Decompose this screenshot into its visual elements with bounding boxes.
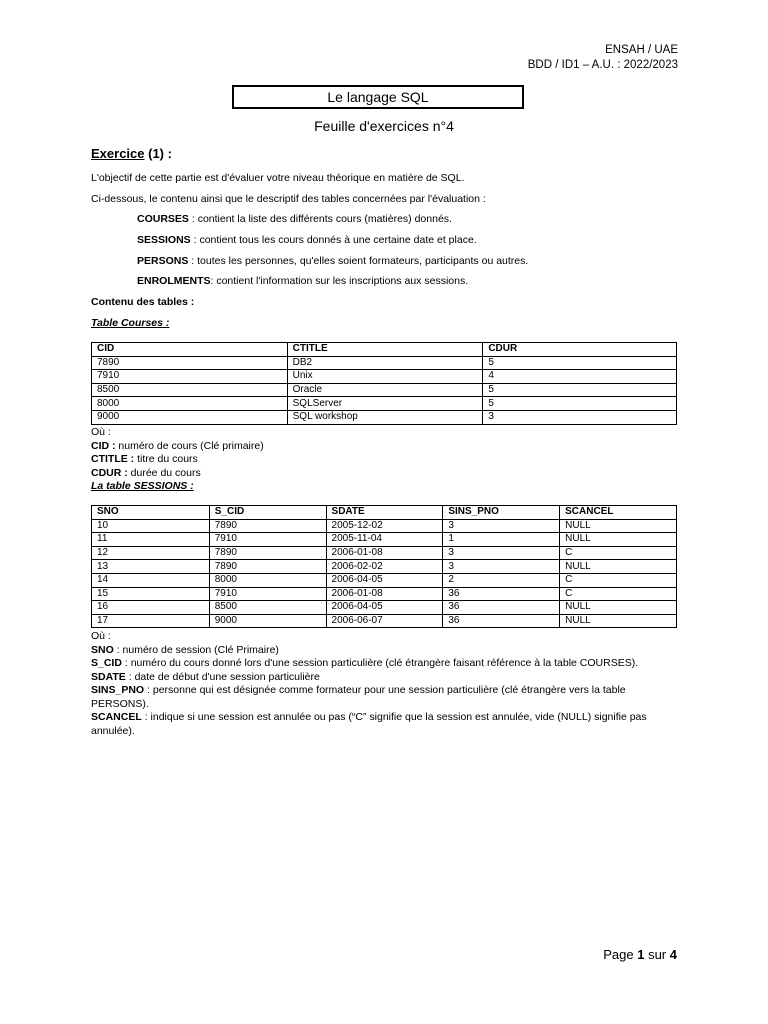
legend-text: PERSONS). bbox=[91, 697, 149, 710]
table-cell: 14 bbox=[92, 573, 210, 587]
table-cell: 7890 bbox=[209, 519, 326, 533]
table-cell: 7910 bbox=[92, 370, 288, 384]
table-cell: 2006-04-05 bbox=[326, 573, 443, 587]
table-cell: 2006-02-02 bbox=[326, 560, 443, 574]
table-cell: NULL bbox=[560, 560, 677, 574]
column-header: SDATE bbox=[326, 506, 443, 520]
table-row bbox=[92, 601, 677, 615]
table-cell: 2 bbox=[443, 573, 560, 587]
table-cell: 9000 bbox=[92, 410, 288, 424]
header-course-year: BDD / ID1 – A.U. : 2022/2023 bbox=[527, 59, 678, 71]
table-desc-name: PERSONS bbox=[137, 255, 189, 267]
legend-item bbox=[91, 684, 647, 698]
table-cell: 11 bbox=[92, 533, 210, 547]
page-current: 1 bbox=[637, 947, 645, 962]
table-cell: 5 bbox=[483, 356, 677, 370]
courses-header-row bbox=[92, 343, 677, 357]
column-header: SNO bbox=[92, 506, 210, 520]
sessions-header-row bbox=[92, 506, 677, 520]
table-cell: 8500 bbox=[209, 601, 326, 615]
table-cell: 7910 bbox=[209, 533, 326, 547]
column-header: CDUR bbox=[483, 343, 677, 357]
table-cell: 2005-12-02 bbox=[326, 519, 443, 533]
table-cell: 12 bbox=[92, 546, 210, 560]
table-cell: 2006-06-07 bbox=[326, 614, 443, 628]
legend-term: SCANCEL bbox=[91, 711, 142, 723]
table-desc-name: ENROLMENTS bbox=[137, 275, 211, 287]
table-cell: C bbox=[560, 573, 677, 587]
document-title: Le langage SQL bbox=[232, 85, 524, 109]
table-row bbox=[92, 397, 677, 411]
table-row bbox=[92, 370, 677, 384]
legend-term: CID : bbox=[91, 439, 116, 452]
table-cell: NULL bbox=[560, 601, 677, 615]
table-desc-text: : contient l'information sur les inscriptions aux sessions. bbox=[210, 275, 469, 287]
table-cell: 3 bbox=[443, 546, 560, 560]
page-total: 4 bbox=[669, 947, 677, 962]
legend-item bbox=[91, 725, 647, 739]
table-cell: 3 bbox=[443, 519, 560, 533]
table-row bbox=[92, 383, 677, 397]
legend-term: SDATE bbox=[91, 670, 126, 683]
legend-text: : date de début d'une session particulière bbox=[125, 670, 320, 683]
legend-term: SINS_PNO bbox=[91, 684, 145, 696]
intro-paragraph-1: L'objectif de cette partie est d'évaluer votre niveau théorique en matière de SQL. bbox=[91, 172, 465, 184]
table-cell: 8500 bbox=[92, 383, 288, 397]
table-cell: 7910 bbox=[209, 587, 326, 601]
table-cell: 16 bbox=[92, 601, 210, 615]
page-sur: sur bbox=[644, 947, 670, 962]
legend-term: S_CID bbox=[91, 657, 122, 669]
table-desc-persons bbox=[137, 255, 528, 267]
table-cell: 15 bbox=[92, 587, 210, 601]
table-cell: 7890 bbox=[209, 546, 326, 560]
table-desc-sessions bbox=[137, 234, 477, 246]
legend-item bbox=[91, 644, 647, 658]
legend-term: SNO bbox=[91, 643, 114, 656]
table-desc-enrolments bbox=[137, 275, 468, 287]
table-row bbox=[92, 546, 677, 560]
table-cell: 2006-01-08 bbox=[326, 587, 443, 601]
table-row bbox=[92, 533, 677, 547]
legend-text: titre du cours bbox=[134, 453, 198, 465]
table-cell: 3 bbox=[483, 410, 677, 424]
legend-text: durée du cours bbox=[127, 466, 201, 479]
table-cell: C bbox=[560, 546, 677, 560]
table-cell: C bbox=[560, 587, 677, 601]
column-header: S_CID bbox=[209, 506, 326, 520]
table-cell: NULL bbox=[560, 533, 677, 547]
column-header: CID bbox=[92, 343, 288, 357]
table-row bbox=[92, 573, 677, 587]
exercise-heading bbox=[91, 146, 172, 161]
table-cell: 5 bbox=[483, 383, 677, 397]
table-cell: SQLServer bbox=[287, 397, 483, 411]
table-cell: 8000 bbox=[92, 397, 288, 411]
table-desc-name: SESSIONS bbox=[137, 234, 191, 246]
table-desc-text: : toutes les personnes, qu'elles soient formateurs, participants ou autres. bbox=[188, 255, 529, 267]
table-row bbox=[92, 519, 677, 533]
legend-text: : numéro de session (Clé Primaire) bbox=[113, 643, 279, 656]
table-cell: 36 bbox=[443, 601, 560, 615]
table-cell: 5 bbox=[483, 397, 677, 411]
exercise-label: Exercice bbox=[91, 146, 145, 161]
table-row bbox=[92, 560, 677, 574]
courses-table-caption: Table Courses : bbox=[91, 317, 170, 329]
table-cell: 2006-01-08 bbox=[326, 546, 443, 560]
sessions-table-caption: La table SESSIONS : bbox=[91, 480, 194, 492]
legend-text: annulée). bbox=[91, 724, 135, 737]
table-row bbox=[92, 410, 677, 424]
contenu-label: Contenu des tables : bbox=[91, 296, 195, 308]
table-cell: 17 bbox=[92, 614, 210, 628]
table-cell: 2006-04-05 bbox=[326, 601, 443, 615]
column-header: CTITLE bbox=[287, 343, 483, 357]
table-cell: 13 bbox=[92, 560, 210, 574]
courses-table bbox=[91, 342, 677, 425]
table-row bbox=[92, 356, 677, 370]
legend-item bbox=[91, 698, 647, 712]
page-footer bbox=[603, 947, 677, 962]
legend-item bbox=[91, 440, 264, 454]
table-desc-courses bbox=[137, 213, 452, 225]
exercise-number: (1) : bbox=[144, 146, 172, 161]
legend-ou: Où : bbox=[91, 426, 111, 438]
legend-ou: Où : bbox=[91, 630, 111, 642]
table-row bbox=[92, 614, 677, 628]
intro-paragraph-2: Ci-dessous, le contenu ainsi que le descriptif des tables concernées par l'évaluation : bbox=[91, 193, 486, 205]
table-cell: Unix bbox=[287, 370, 483, 384]
sessions-table bbox=[91, 505, 677, 628]
legend-item bbox=[91, 671, 647, 685]
table-cell: 36 bbox=[443, 614, 560, 628]
table-desc-name: COURSES bbox=[137, 213, 189, 225]
table-cell: 3 bbox=[443, 560, 560, 574]
sessions-legend bbox=[91, 630, 647, 738]
table-cell: 4 bbox=[483, 370, 677, 384]
table-cell: 7890 bbox=[92, 356, 288, 370]
table-cell: DB2 bbox=[287, 356, 483, 370]
table-cell: NULL bbox=[560, 519, 677, 533]
table-cell: SQL workshop bbox=[287, 410, 483, 424]
table-cell: 7890 bbox=[209, 560, 326, 574]
table-cell: 36 bbox=[443, 587, 560, 601]
header-institution: ENSAH / UAE bbox=[605, 44, 678, 56]
legend-term: CTITLE : bbox=[91, 453, 135, 465]
legend-item bbox=[91, 467, 264, 481]
table-cell: Oracle bbox=[287, 383, 483, 397]
table-desc-text: : contient tous les cours donnés à une certaine date et place. bbox=[190, 234, 477, 246]
legend-text: : personne qui est désignée comme formateur pour une session particulière (clé étrangère vers la table bbox=[144, 684, 626, 696]
legend-item bbox=[91, 453, 264, 467]
legend-text: numéro de cours (Clé primaire) bbox=[115, 439, 264, 452]
legend-term: CDUR : bbox=[91, 466, 128, 479]
table-cell: 10 bbox=[92, 519, 210, 533]
table-cell: 2005-11-04 bbox=[326, 533, 443, 547]
table-desc-text: : contient la liste des différents cours (matières) donnés. bbox=[188, 213, 452, 225]
table-cell: 1 bbox=[443, 533, 560, 547]
table-cell: 9000 bbox=[209, 614, 326, 628]
legend-item bbox=[91, 711, 647, 725]
document-subtitle: Feuille d'exercices n°4 bbox=[314, 118, 454, 134]
legend-text: : numéro du cours donné lors d'une session particulière (clé étrangère faisant référence à la table COURSES). bbox=[121, 657, 639, 669]
courses-legend bbox=[91, 426, 264, 480]
column-header: SCANCEL bbox=[560, 506, 677, 520]
legend-text: : indique si une session est annulée ou pas (“C” signifie que la session est annulée, vide (NULL) signifie pas bbox=[141, 711, 647, 723]
legend-item bbox=[91, 657, 647, 671]
table-cell: 8000 bbox=[209, 573, 326, 587]
table-cell: NULL bbox=[560, 614, 677, 628]
page-word: Page bbox=[603, 947, 638, 962]
table-row bbox=[92, 587, 677, 601]
column-header: SINS_PNO bbox=[443, 506, 560, 520]
